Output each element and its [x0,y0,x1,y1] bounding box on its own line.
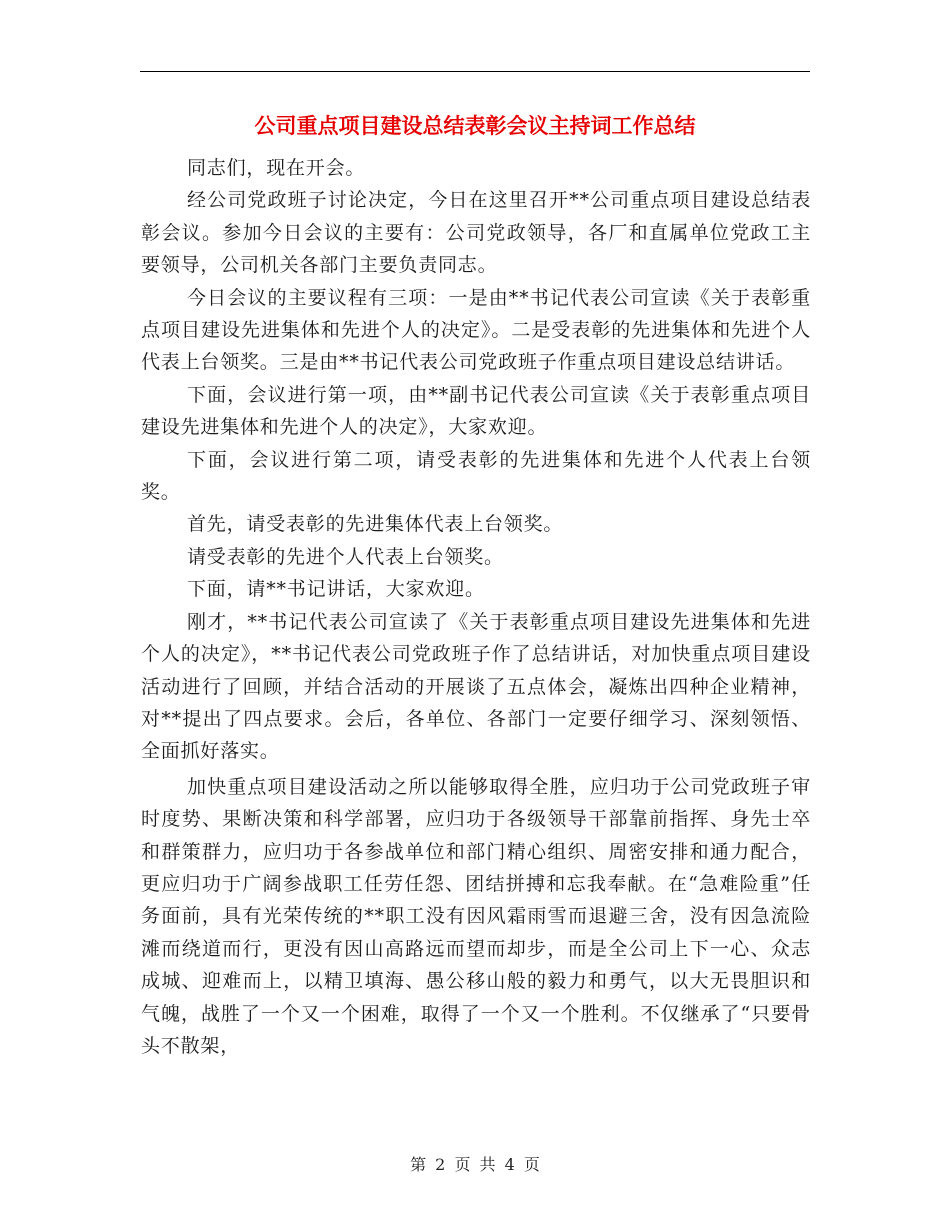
document-body [141,152,811,1062]
paragraph-8: 下面，请**书记讲话，大家欢迎。 [187,578,485,601]
paragraph-10: 加快重点项目建设活动之所以能够取得全胜，应归功于公司党政班子审时度势、果断决策和科学部署，应归功于各级领导干部靠前指挥、身先士卒和群策群力，应归功于各参战单位和部门精心组织、周密安排和通力配合，更应归功于广阔参战职工任劳任怨、团结拼搏和忘我奉献。在“急难险重”任务面前，具有光荣传统的**职工没有因风霜雨雪而退避三舍，没有因急流险滩而绕道而行，更没有因山高路远而望而却步，而是全公司上下一心、众志成城、迎难而上，以精卫填海、愚公移山般的毅力和勇气，以大无畏胆识和气魄，战胜了一个又一个困难，取得了一个又一个胜利。不仅继承了“只要骨头不散架， [141,775,811,1057]
paragraph-6: 首先，请受表彰的先进集体代表上台领奖。 [187,513,564,536]
header-rule [140,71,810,72]
paragraph-2: 经公司党政班子讨论决定，今日在这里召开**公司重点项目建设总结表彰会议。参加今日会议的主要有：公司党政领导，各厂和直属单位党政工主要领导，公司机关各部门主要负责同志。 [141,189,811,277]
page-number: 第 2 页 共 4 页 [410,1155,540,1174]
paragraph-1: 同志们，现在开会。 [187,157,366,179]
paragraph-7: 请受表彰的先进个人代表上台领奖。 [187,545,504,568]
paragraph-3: 今日会议的主要议程有三项：一是由**书记代表公司宣读《关于表彰重点项目建设先进集体和先进个人的决定》。二是受表彰的先进集体和先进个人代表上台领奖。三是由**书记代表公司党政班子作重点项目建设总结讲话。 [141,286,811,374]
paragraph-4: 下面，会议进行第一项，由**副书记代表公司宣读《关于表彰重点项目建设先进集体和先进个人的决定》，大家欢迎。 [141,383,811,439]
document-title: 公司重点项目建设总结表彰会议主持词工作总结 [254,114,696,138]
paragraph-5: 下面，会议进行第二项，请受表彰的先进集体和先进个人代表上台领奖。 [141,448,811,504]
paragraph-9: 刚才，**书记代表公司宣读了《关于表彰重点项目建设先进集体和先进个人的决定》，**书记代表公司党政班子作了总结讲话，对加快重点项目建设活动进行了回顾，并结合活动的开展谈了五点体会，凝炼出四种企业精神，对**提出了四点要求。会后，各单位、各部门一定要仔细学习、深刻领悟、全面抓好落实。 [141,610,811,763]
